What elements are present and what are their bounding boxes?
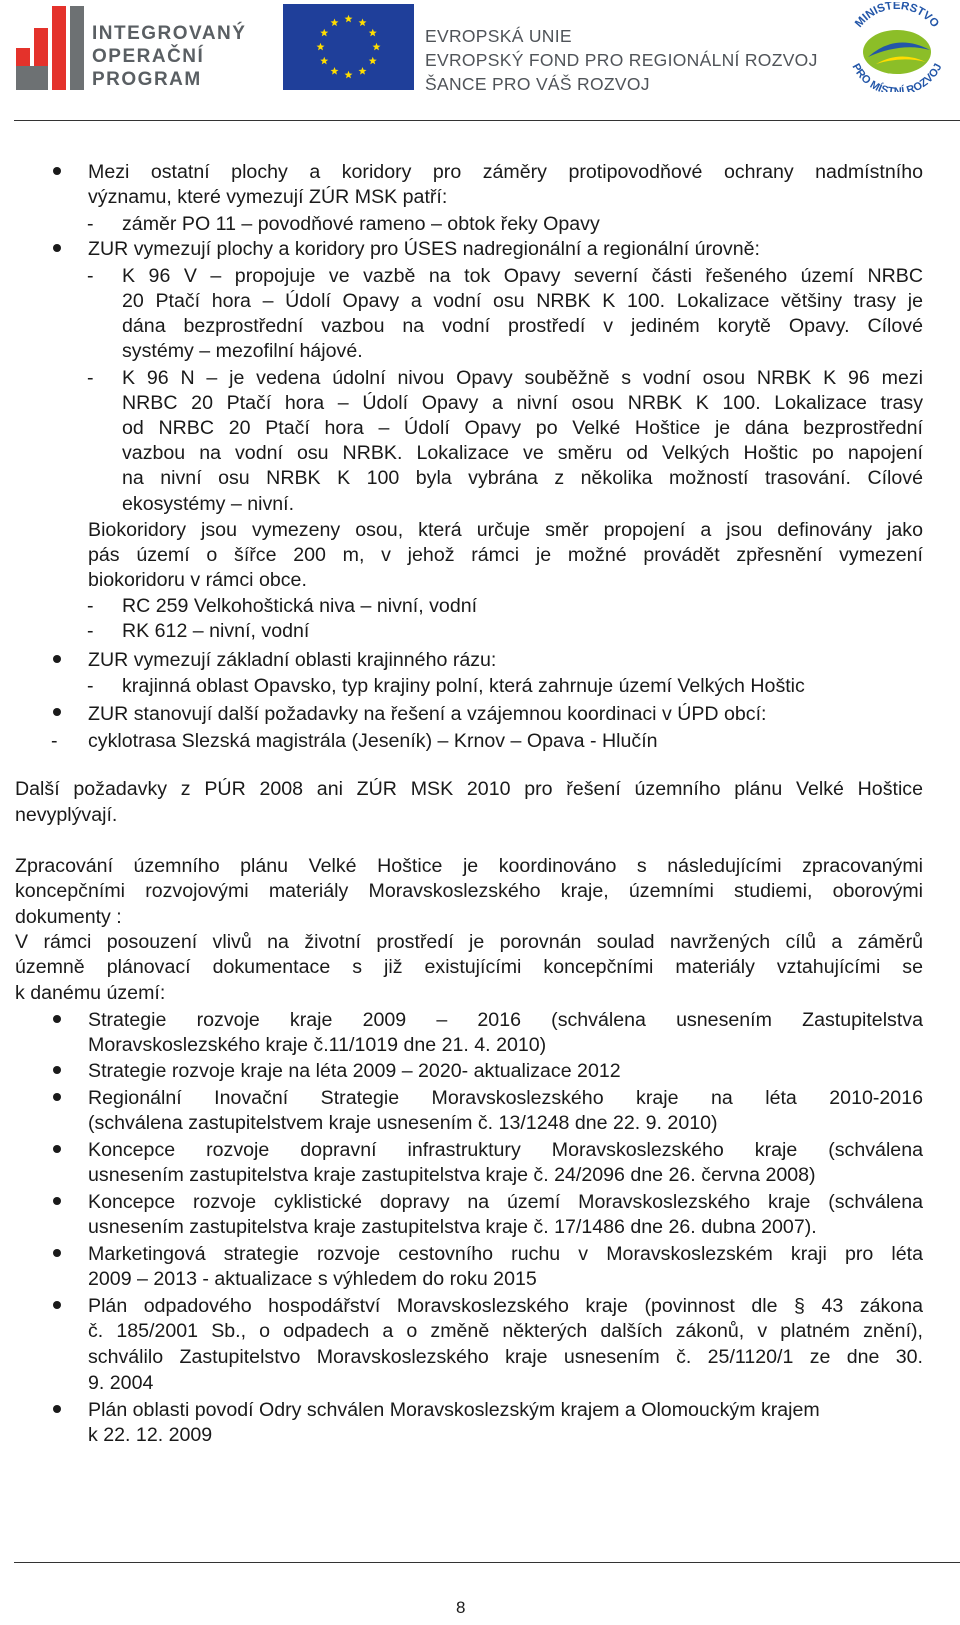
text-line: Další požadavky z PÚR 2008 ani ZÚR MSK 2010 pro řešení územního plánu Velké Hoštice	[15, 778, 923, 800]
text-line: Moravskoslezského kraje č.11/1019 dne 21. 4. 2010)	[88, 1034, 547, 1056]
text-line: schválilo Zastupitelstvo Moravskoslezského kraje usnesením č. 25/1120/1 ze dne 30.	[88, 1346, 923, 1368]
text-line: 9. 2004	[88, 1372, 154, 1394]
bullet-icon	[53, 244, 61, 252]
text-line: Biokoridory jsou vymezeny osou, která určuje směr propojení a jsou definovány jako	[88, 519, 923, 541]
dash-marker: -	[87, 675, 94, 697]
text-line: k 22. 12. 2009	[88, 1424, 213, 1446]
bullet-icon	[53, 1249, 61, 1257]
text-line: ekosystémy – nivní.	[122, 493, 295, 515]
text-line: Koncepce rozvoje cyklistické dopravy na území Moravskoslezského kraje (schválena	[88, 1191, 923, 1213]
bullet-icon	[53, 655, 61, 663]
text-line: RC 259 Velkohoštická niva – nivní, vodní	[122, 595, 478, 617]
svg-text:MINISTERSTVO	[853, 2, 941, 30]
dash-marker: -	[87, 595, 94, 617]
text-line: Plán oblasti povodí Odry schválen Moravskoslezským krajem a Olomouckým krajem	[88, 1399, 820, 1421]
text-line: Strategie rozvoje kraje 2009 – 2016 (schválena usnesením Zastupitelstva	[88, 1009, 923, 1031]
text-line: (schválena zastupitelstvem kraje usnesením č. 13/1248 dne 22. 9. 2010)	[88, 1112, 718, 1134]
page-number: 8	[456, 1598, 466, 1617]
text-line: Mezi ostatní plochy a koridory pro záměry protipovodňové ochrany nadmístního	[88, 161, 923, 183]
eu-star-icon	[369, 57, 377, 65]
text-line: usnesením zastupitelstva kraje zastupitelstva kraje č. 17/1486 dne 26. dubna 2007).	[88, 1216, 817, 1238]
eu-star-icon	[317, 43, 325, 51]
eu-star-icon	[359, 19, 367, 27]
eu-line-3: ŠANCE PRO VÁŠ ROZVOJ	[425, 74, 650, 94]
text-line: cyklotrasa Slezská magistrála (Jeseník) – Krnov – Opava - Hlučín	[88, 730, 658, 752]
dash-marker: -	[87, 213, 94, 235]
text-line: Strategie rozvoje kraje na léta 2009 – 2020- aktualizace 2012	[88, 1060, 621, 1082]
text-line: RK 612 – nivní, vodní	[122, 620, 310, 642]
text-line: od NRBC 20 Ptačí hora – Údolí Opavy po Velké Hoštice je dána bezprostřední	[122, 417, 923, 439]
text-line: nevyplývají.	[15, 804, 118, 826]
page-header	[0, 0, 960, 122]
iop-line-1: INTEGROVANÝ	[92, 23, 247, 44]
text-line: ZUR vymezují základní oblasti krajinného rázu:	[88, 649, 497, 671]
text-line: na nivní osu NRBK K 100 byla vybrána z několika možností trasování. Cílové	[122, 467, 923, 489]
dash-marker: -	[87, 620, 94, 642]
text-line: K 96 V – propojuje ve vazbě na tok Opavy severní části řešeného území NRBC	[122, 265, 923, 287]
iop-logo-bars-icon	[14, 6, 84, 90]
bullet-icon	[53, 1093, 61, 1101]
iop-line-2: OPERAČNÍ	[92, 46, 205, 67]
text-line: Regionální Inovační Strategie Moravskoslezského kraje na léta 2010-2016	[88, 1087, 923, 1109]
eu-flag-icon	[283, 4, 414, 90]
bullet-icon	[53, 708, 61, 716]
mmr-logo	[838, 2, 956, 92]
text-line: 2009 – 2013 - aktualizace s výhledem do roku 2015	[88, 1268, 537, 1290]
text-line: biokoridoru v rámci obce.	[88, 569, 307, 591]
text-line: vazbou na vodní osu NRBK. Lokalizace ve směru od Velkých Hoštic po napojení	[122, 442, 923, 464]
dash-marker: -	[51, 730, 58, 752]
bullet-icon	[53, 1066, 61, 1074]
text-line: Koncepce rozvoje dopravní infrastruktury Moravskoslezského kraje (schválena	[88, 1139, 923, 1161]
footer-divider	[14, 1562, 960, 1563]
text-line: Plán odpadového hospodářství Moravskoslezského kraje (povinnost dle § 43 zákona	[88, 1295, 923, 1317]
bullet-icon	[53, 1197, 61, 1205]
eu-line-1: EVROPSKÁ UNIE	[425, 26, 572, 46]
text-line: č. 185/2001 Sb., o odpadech a o změně některých dalších zákonů, v platném znění),	[88, 1320, 923, 1342]
eu-star-icon	[331, 67, 339, 75]
text-line: Marketingová strategie rozvoje cestovního ruchu v Moravskoslezském kraji pro léta	[88, 1243, 923, 1265]
bullet-icon	[53, 167, 61, 175]
text-line: záměr PO 11 – povodňové rameno – obtok řeky Opavy	[122, 213, 600, 235]
iop-logo-text	[92, 22, 246, 91]
mmr-top-text: MINISTERSTVO	[853, 2, 941, 31]
text-line: NRBC 20 Ptačí hora – Údolí Opavy a nivní osou NRBK K 100. Lokalizace trasy	[122, 392, 923, 414]
header-divider	[14, 120, 960, 121]
bullet-icon	[53, 1405, 61, 1413]
mmr-green-shape	[863, 30, 931, 74]
iop-line-3: PROGRAM	[92, 69, 202, 90]
bullet-icon	[53, 1301, 61, 1309]
iop-logo	[14, 6, 254, 90]
text-line: K 96 N – je vedena údolní nivou Opavy souběžně s vodní osou NRBK K 96 mezi	[122, 367, 923, 389]
text-line: usnesením zastupitelstva kraje zastupitelstva kraje č. 24/2096 dne 26. června 2008)	[88, 1164, 816, 1186]
bullet-icon	[53, 1145, 61, 1153]
text-line: pás území o šířce 200 m, v jehož rámci je možné provádět zpřesnění vymezení	[88, 544, 923, 566]
text-line: V rámci posouzení vlivů na životní prostředí je porovnán soulad navržených cílů a záměrů	[15, 931, 923, 953]
text-line: krajinná oblast Opavsko, typ krajiny polní, která zahrnuje území Velkých Hoštic	[122, 675, 805, 697]
dash-marker: -	[87, 367, 94, 389]
eu-star-icon	[331, 19, 339, 27]
text-line: systémy – mezofilní hájové.	[122, 340, 363, 362]
eu-star-icon	[369, 29, 377, 37]
text-line: dána bezprostřední vazbou na vodní prostředí v jediném korytě Opavy. Cílové	[122, 315, 923, 337]
text-line: dokumenty :	[15, 906, 122, 928]
eu-text	[425, 24, 818, 96]
eu-star-icon	[359, 67, 367, 75]
bullet-icon	[53, 1015, 61, 1023]
mmr-bottom-text: PRO MÍSTNÍ ROZVOJ	[849, 61, 945, 92]
text-line: k danému území:	[15, 982, 166, 1004]
dash-marker: -	[87, 265, 94, 287]
text-line: územně plánovací dokumentace s již existujícími koncepčními materiály vztahujícími se	[15, 956, 923, 978]
text-line: Zpracování územního plánu Velké Hoštice je koordinováno s následujícími zpracovanými	[15, 855, 923, 877]
eu-line-2: EVROPSKÝ FOND PRO REGIONÁLNÍ ROZVOJ	[425, 50, 818, 70]
eu-star-icon	[345, 71, 353, 79]
text-line: ZUR vymezují plochy a koridory pro ÚSES nadregionální a regionální úrovně:	[88, 238, 760, 260]
eu-star-icon	[320, 29, 328, 37]
eu-star-icon	[320, 57, 328, 65]
eu-star-icon	[345, 15, 353, 23]
text-line: 20 Ptačí hora – Údolí Opavy a vodní osu NRBK K 100. Lokalizace většiny trasy je	[122, 290, 923, 312]
text-line: ZUR stanovují další požadavky na řešení a vzájemnou koordinaci v ÚPD obcí:	[88, 703, 767, 725]
eu-star-icon	[373, 43, 381, 51]
text-line: významu, které vymezují ZÚR MSK patří:	[88, 186, 448, 208]
text-line: koncepčními rozvojovými materiály Moravskoslezského kraje, územními studiemi, oborovými	[15, 880, 923, 902]
